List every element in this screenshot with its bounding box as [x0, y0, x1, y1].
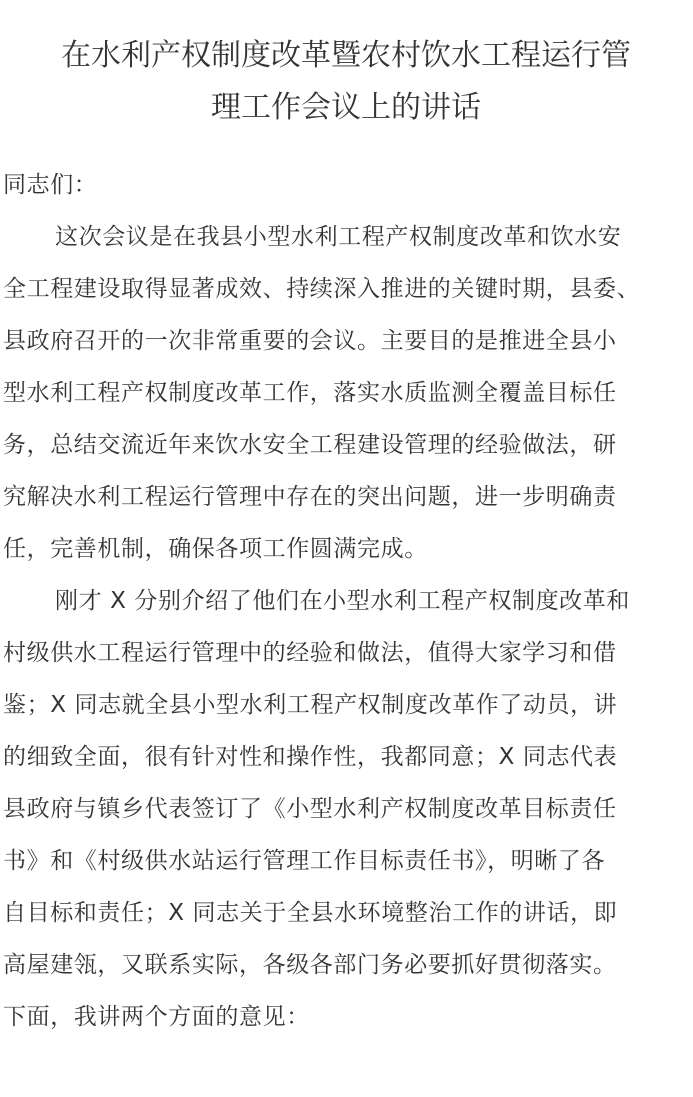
- title-line-2: 理工作会议上的讲话: [211, 90, 481, 125]
- paragraph-2: [3, 575, 689, 991]
- paragraph-line: 型水利工程产权制度改革工作，落实水质监测全覆盖目标任: [3, 380, 617, 406]
- paragraph-line: 刚才 X 分别介绍了他们在小型水利工程产权制度改革和: [55, 588, 630, 614]
- salutation-text: 同志们：: [3, 172, 98, 198]
- paragraph-line: 的细致全面，很有针对性和操作性，我都同意；X 同志代表: [3, 744, 618, 770]
- paragraph-line: 自目标和责任；X 同志关于全县水环境整治工作的讲话，即: [3, 900, 618, 926]
- paragraph-line: 书》和《村级供水站运行管理工作目标责任书》，明晰了各: [3, 848, 606, 874]
- paragraph-1: [3, 211, 689, 575]
- paragraph-line: 村级供水工程运行管理中的经验和做法，值得大家学习和借: [3, 640, 617, 666]
- closing-text: 下面，我讲两个方面的意见：: [3, 1004, 310, 1030]
- document-body: [3, 159, 689, 1043]
- document-title: [3, 30, 689, 134]
- closing-line: [3, 991, 689, 1043]
- paragraph-line: 全工程建设取得显著成效、持续深入推进的关键时期，县委、: [3, 276, 641, 302]
- paragraph-line: 这次会议是在我县小型水利工程产权制度改革和饮水安: [55, 224, 622, 250]
- paragraph-line: 县政府召开的一次非常重要的会议。主要目的是推进全县小: [3, 328, 617, 354]
- paragraph-line: 务，总结交流近年来饮水安全工程建设管理的经验做法，研: [3, 432, 617, 458]
- title-line-1: 在水利产权制度改革暨农村饮水工程运行管: [61, 38, 631, 73]
- paragraph-line: 任，完善机制，确保各项工作圆满完成。: [3, 536, 428, 562]
- paragraph-line: 鉴；X 同志就全县小型水利工程产权制度改革作了动员，讲: [3, 692, 618, 718]
- paragraph-line: 高屋建瓴，又联系实际，各级各部门务必要抓好贯彻落实。: [3, 952, 617, 978]
- salutation: [3, 159, 689, 211]
- paragraph-line: 究解决水利工程运行管理中存在的突出问题，进一步明确责: [3, 484, 617, 510]
- paragraph-line: 县政府与镇乡代表签订了《小型水利产权制度改革目标责任: [3, 796, 617, 822]
